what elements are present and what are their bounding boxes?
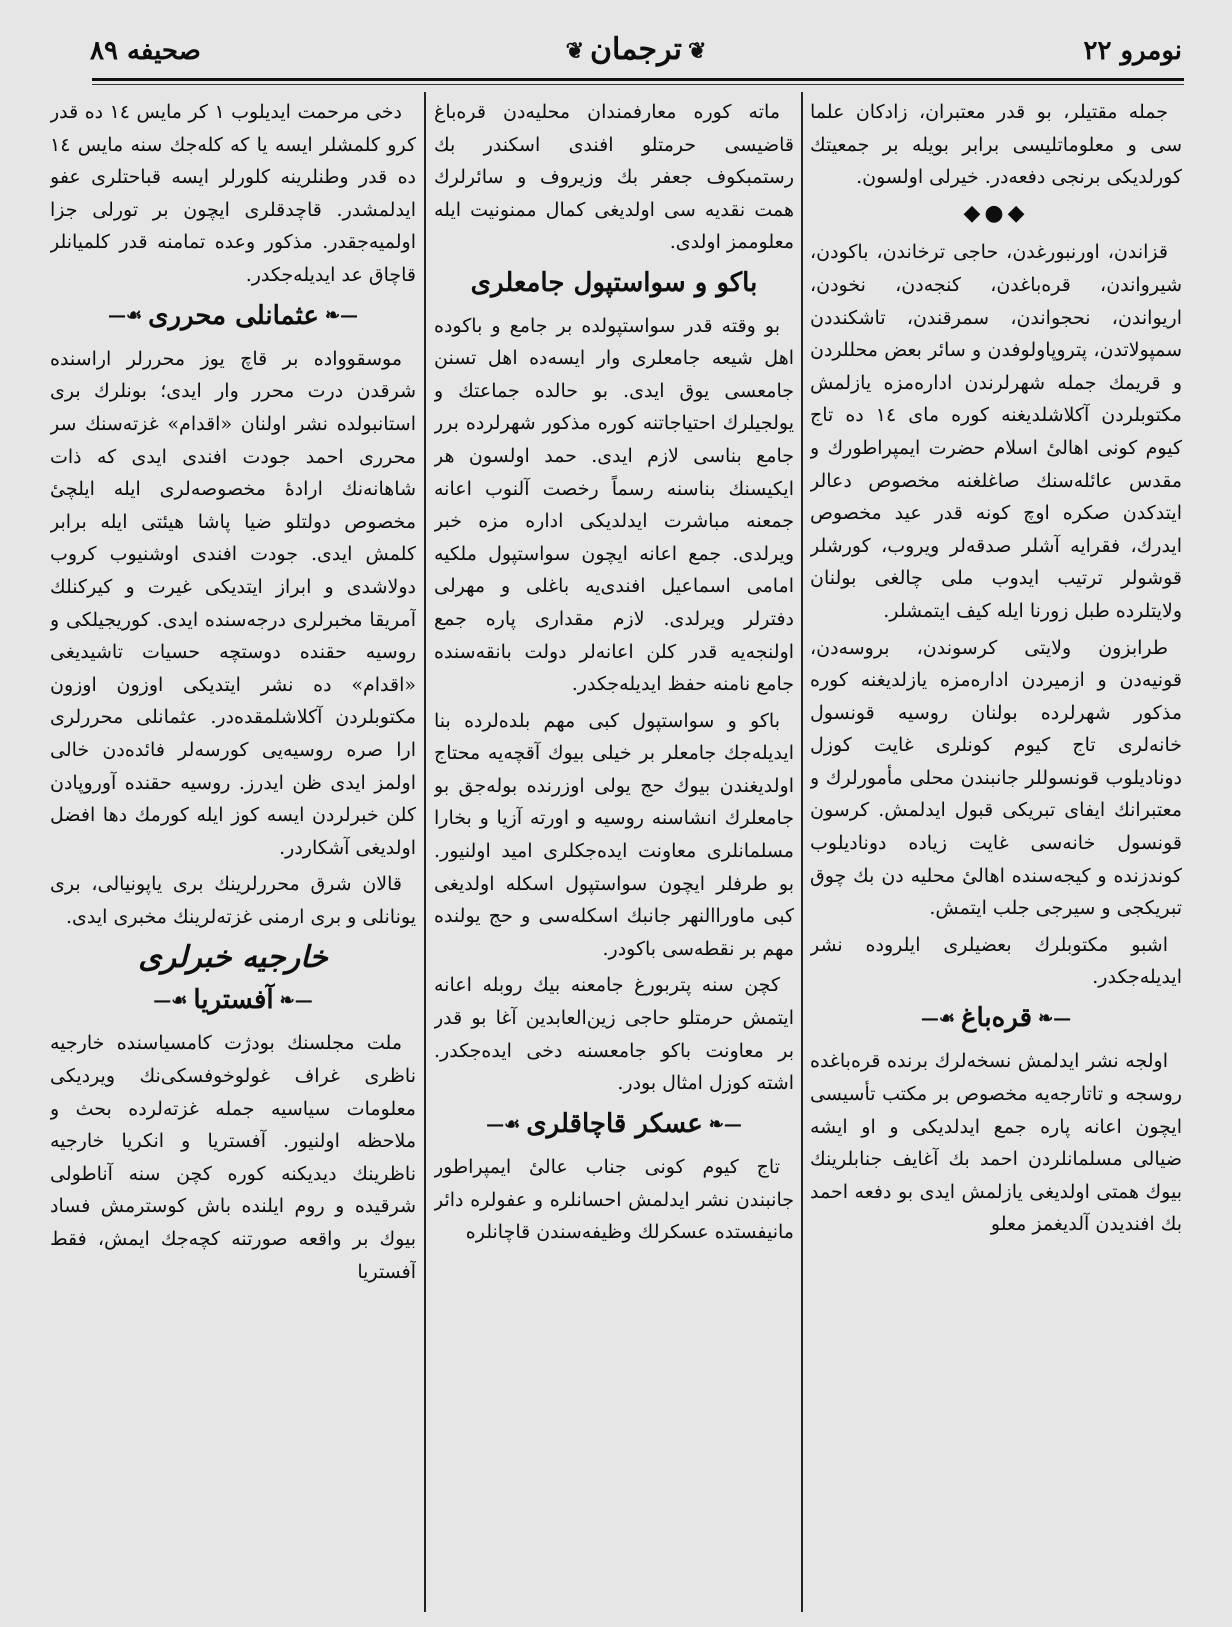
paragraph: ماته کوره معارفمندان محلیه‌دن قره‌باغ قاضیسی حرمتلو افندی اسکندر بك رستمبکوف جعفر بك وزیروف و سائرلرك همت نقدیه سی اولدیغی کمال ممنونیت ایله معلوممز اولدی. [434, 101, 794, 254]
page-number: صحیفه ٨٩ [90, 36, 201, 66]
ornament-icon: ❦ [687, 38, 707, 64]
paragraph: قزاندن، اورنبورغدن، حاجی ترخاندن، باکودن، شیرواندن، قره‌باغدن، کنجه‌دن، نخودن، اریواندن، نحجواندن، سمرقندن، تاشکنددن سمپولاتدن، پتروپاولوفدن و سائر بعض محللردن و قریمك جمله شهرلرندن اداره‌مزه یازلمش مکتوبلردن آکلاشلدیغنه کوره مای ١٤ ده تاج کیوم کونی اهالیٔ اسلام حضرت ایمپراطورك و مقدس عائله‌سنك صاغلغنه مخصوص دعالر ایتدکدن صکره اوچ کونه قدر عید مخصوص ایدرك، فقرایه آشلر صدقه‌لر ویروب، کورشلر قوشولر ترتیب ایدوب ملی چالغی بولنان ولایتلرده طبل زورنا ایله کیف ایتمشلر. [810, 241, 1182, 622]
masthead-text: ترجمان [590, 32, 682, 67]
header-rule-thin [92, 84, 1184, 85]
issue-number: نومرو ٢٢ [1083, 36, 1182, 66]
paragraph: موسقوواده بر قاچ یوز محررلر اراسنده شرقدن درت محرر وار ایدی؛ بونلرك بری استانبولده نشر اولنان «اقدام» غزته‌سنك سر محرری احمد جودت افندی ایدی که ذات شاهانه‌نك ارادهٔ مخصوصه‌لری ایله ایلچیٔ مخصوص دولتلو ضیا پاشا هیئتی ایله برابر کلمش ایدی. جودت افندی اوشنیوب کروب دولاشدی و ابراز ایتدیکی غیرت و کیرکنلك آمریقا مخبرلری درجه‌سنده ایدی. کوریجیلکی و روسیه حقنده دوستچه حسیات تاشیدیغی «اقدام» ده نشر ایتدیکی اوزون اوزون مکتوبلردن آکلاشلمقده‌در. عثمانلی محررلری ارا صره روسیه‌یی کورسه‌لر فائده‌دن خالی اولمز ایدی ظن ایدرز. روسیه حقنده آوروپادن کلن خبرلردن ایسه کوز ایله کورمك دها افضل اولدیغی آشکاردر. [50, 347, 416, 859]
ornament-icon: ☙— [920, 1007, 955, 1029]
paragraph: کچن سنه پتربورغ جامعنه بیك روبله اعانه ایتمش حرمتلو حاجی زین‌العابدین آغا بو قدر بر معاونت باکو جامعسنه دخی ایده‌جکدر. اشته کوزل امثال بودر. [434, 974, 794, 1095]
section-heading-large: خارجیه خبرلری [138, 939, 328, 975]
article-column-right [810, 96, 1182, 1617]
ornament-icon: —❧ [708, 1113, 742, 1135]
ornament-icon: ☙— [153, 989, 188, 1011]
header-rule [92, 78, 1184, 81]
section-heading [434, 1108, 794, 1141]
paragraph: باکو و سواستپول کبی مهم بلده‌لرده بنا ایدیله‌جك جامعلر بر خیلی بیوك آقچه‌یه محتاج اولدیغندن بیوك حج یولی اوزرنده بوله‌جق بو جامعلرك انشاسنه روسیه و اورته آزیا و بخارا مسلمانلری معاونت ایده‌جکلری امید اولنیور. بو طرفلر ایچون سواستپول اسکله اولدیغی کبی ماوراالنهر جانبك اسکله‌سی و حج یولنده مهم بر نقطه‌سی باکودر. [434, 709, 794, 960]
ornament-icon: ☙— [486, 1113, 521, 1135]
separator-ornament-icon: ◆●◆ [963, 200, 1029, 226]
heading-text: عسکر قاچاقلری [526, 1108, 703, 1139]
section-heading [50, 984, 416, 1017]
column-divider [801, 92, 803, 1612]
article-column-left [50, 96, 416, 1617]
ornament-icon: —❧ [279, 989, 313, 1011]
paragraph: جمله مقتیلر، بو قدر معتبران، زادکان علما سی و معلوماتلیسی برابر بویله بر جمعیتك کورلدیکی برنجی دفعه‌در. خیرلی اولسون. [810, 101, 1182, 189]
paragraph: بو وقته قدر سواستپولده بر جامع و باکوده اهل شیعه جامعلری وار ایسه‌ده اهل تسنن جامعسی یوق ایدی. بو حالده جماعتك و یولجیلرك احتیاجاتنه کوره مذکور شهرلرده برر جامع بناسی لازم ایدی. حمد اولسون هر ایکیسنك بناسنه رسماً رخصت آلنوب اعانه جمعنه مباشرت ایدلدیکی اداره مزه خبر ویرلدی. جمع اعانه ایچون سواستپول ملکیه امامی اسماعیل افندی‌یه باغلی و مهرلی دفترلر ویرلدی. لازم مقداری پاره جمع اولنجه‌یه قدر کلن اعانه‌لر دولت بانقه‌سنده جامع نامنه حفظ ایدیله‌جکدر. [434, 314, 794, 696]
paragraph: اولجه نشر ایدلمش نسخه‌لرك برنده قره‌باغده روسجه و تاتارجه‌یه مخصوص بر مکتب تأسیسی ایچون اعانه پاره جمع ایدلدیکی و او ایشه ضیالی مسلمانلردن احمد بك آغایف جنابلرینك بیوك همتی اولدیغی یازلمش ایدی بو دفعه احمد بك افندیدن آلدیغمز معلو [810, 1050, 1182, 1236]
paragraph: دخی مرحمت ایدیلوب ١ کر مایس ١٤ ده قدر کرو کلمشلر ایسه یا که کله‌جك سنه مایس ١٤ ده قدر وطنلرینه کلورلر ایسه قباحتلری عفو ایدلمشدر. قاچدقلری ایچون بر تورلی جزا اولمیه‌جقدر. مذکور وعده تمامنه قدر کلمیانلر قاچاق عد ایدیله‌جکدر. [50, 101, 416, 286]
section-heading [810, 1002, 1182, 1035]
paragraph: اشبو مکتوبلرك بعضیلری ایلروده نشر ایدیله‌جکدر. [810, 933, 1182, 989]
page-header [90, 28, 1182, 78]
ornament-icon: ☙— [107, 305, 143, 327]
masthead-title [560, 32, 713, 67]
paragraph: قالان شرق محررلرینك بری یاپونیالی، بری یونانلی و بری ارمنی غزته‌لرینك مخبری ایدی. [50, 873, 416, 928]
section-heading [50, 300, 416, 333]
ornament-icon: —❧ [1038, 1007, 1072, 1029]
ornament-icon: —❧ [324, 305, 359, 327]
heading-text: آفستریا [193, 985, 274, 1016]
section-heading: باکو و سواستپول جامعلری [470, 267, 758, 298]
article-column-middle [434, 96, 794, 1617]
column-divider [424, 92, 426, 1612]
paragraph: تاج کیوم کونی جناب عالیٔ ایمپراطور جانبندن نشر ایدلمش احسانلره و عفولره دائر مانیفستده عسکرلك وظیفه‌سندن قاچانلره [434, 1156, 794, 1244]
heading-text: قره‌باغ [960, 1003, 1033, 1034]
ornament-icon: ❦ [565, 38, 585, 64]
heading-text: عثمانلی محرری [148, 300, 319, 331]
paragraph: ملت مجلسنك بودژت کامسیاسنده خارجیه ناظری غراف غولوخوفسکی‌نك ویردیکی معلومات سیاسیه جمله غزته‌لرده بحث و ملاحظه اولنیور. آفستریا و انکریا خارجیه ناظرینك دیدیکنه کوره کچن سنه آناطولی شرقیده و روم ایلنده باش کوسترمش فساد بیوك بر واقعه صورتنه کچه‌جك ایمش، فقط آفستریا [50, 1032, 416, 1283]
paragraph: طرابزون ولایتی کرسوندن، بروسه‌دن، قونیه‌دن و ازمیردن اداره‌مزه یازلدیغنه کوره مذکور شهرلرده بولنان روسیه قونسول خانه‌لری تاج کیوم کونلری غایت کوزل دونادیلوب قونسوللر جانبندن محلی مأمورلرك و معتبرانك ایفای تبریکی قبول ایدلمش. کرسون قونسول خانه‌سی غایت زیاده دونادیلوب کوندزنده و کیجه‌سنده اهالیٔ محلیه دن بك چوق تبریکجی و سیرجی جلب ایتمش. [810, 636, 1182, 920]
